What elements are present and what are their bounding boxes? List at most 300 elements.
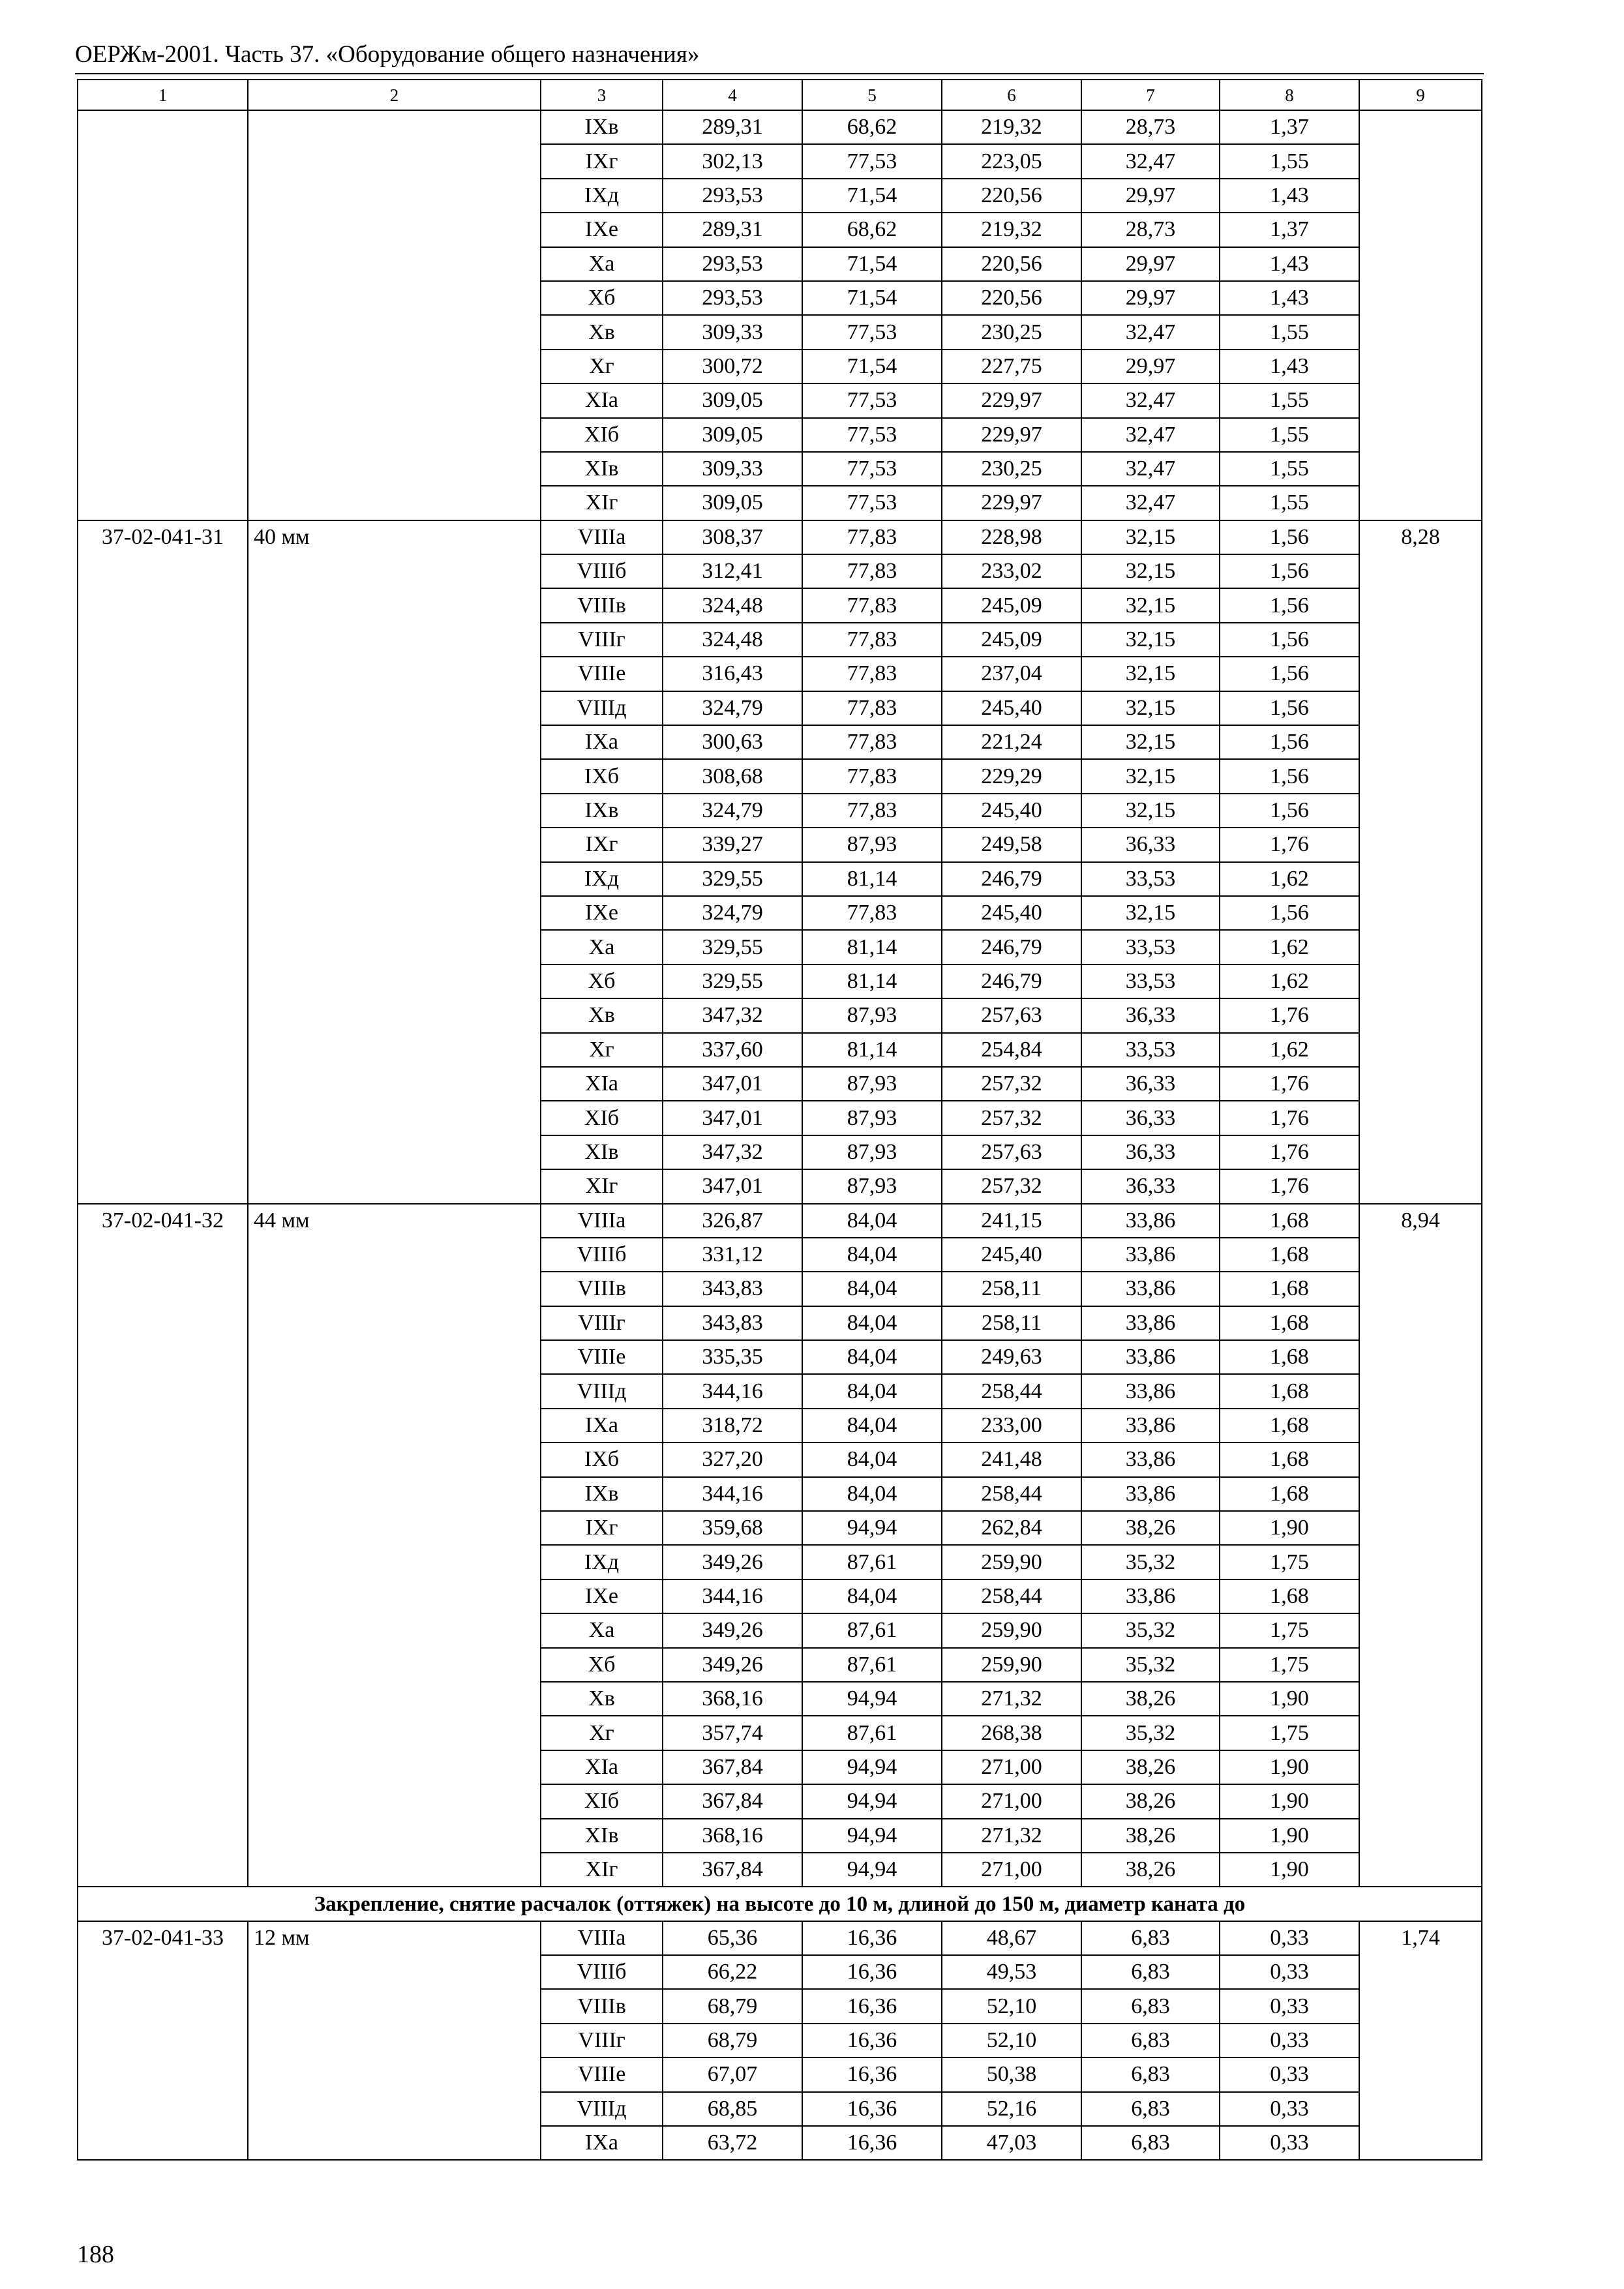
phase-code-cell: Xв xyxy=(541,1682,663,1716)
wages-cell: 77,53 xyxy=(802,486,942,520)
labor-hours-cell: 1,68 xyxy=(1220,1340,1359,1374)
wages-cell: 77,83 xyxy=(802,725,942,759)
machinist-wages-cell: 32,15 xyxy=(1081,588,1220,622)
labor-hours-cell: 1,90 xyxy=(1220,1682,1359,1716)
total-cost-cell: 347,32 xyxy=(663,998,802,1032)
phase-code-cell: XIг xyxy=(541,1853,663,1887)
wages-cell: 71,54 xyxy=(802,281,942,315)
machinist-wages-cell: 33,86 xyxy=(1081,1306,1220,1340)
total-cost-cell: 68,85 xyxy=(663,2092,802,2126)
machinist-wages-cell: 33,53 xyxy=(1081,930,1220,964)
machine-cost-cell: 271,00 xyxy=(942,1750,1081,1784)
machinist-wages-cell: 32,15 xyxy=(1081,896,1220,930)
rate-parameter: 12 мм xyxy=(248,1921,541,2161)
wages-cell: 94,94 xyxy=(802,1784,942,1818)
header-rule xyxy=(75,73,1484,74)
total-cost-cell: 329,55 xyxy=(663,965,802,998)
machinist-wages-cell: 35,32 xyxy=(1081,1716,1220,1750)
wages-cell: 77,53 xyxy=(802,383,942,417)
labor-hours-cell: 1,43 xyxy=(1220,179,1359,213)
table-row xyxy=(78,1204,1482,1238)
labor-hours-cell: 1,75 xyxy=(1220,1545,1359,1579)
rate-code: 37-02-041-31 xyxy=(78,520,248,1204)
total-cost-cell: 368,16 xyxy=(663,1819,802,1853)
phase-code-cell: IXа xyxy=(541,2126,663,2160)
machine-cost-cell: 219,32 xyxy=(942,213,1081,247)
wages-cell: 77,83 xyxy=(802,588,942,622)
total-cost-cell: 312,41 xyxy=(663,554,802,588)
machinist-wages-cell: 32,15 xyxy=(1081,691,1220,725)
machine-cost-cell: 245,09 xyxy=(942,623,1081,657)
wages-cell: 71,54 xyxy=(802,179,942,213)
machine-cost-cell: 258,44 xyxy=(942,1374,1081,1408)
phase-code-cell: VIIIд xyxy=(541,691,663,725)
phase-code-cell: XIв xyxy=(541,1819,663,1853)
phase-code-cell: VIIIд xyxy=(541,1374,663,1408)
total-cost-cell: 324,79 xyxy=(663,691,802,725)
rate-parameter xyxy=(248,110,541,520)
machinist-wages-cell: 36,33 xyxy=(1081,998,1220,1032)
labor-hours-cell: 1,55 xyxy=(1220,452,1359,486)
machinist-wages-cell: 33,86 xyxy=(1081,1340,1220,1374)
labor-hours-cell: 1,56 xyxy=(1220,691,1359,725)
labor-hours-cell: 1,68 xyxy=(1220,1374,1359,1408)
machinist-wages-cell: 38,26 xyxy=(1081,1853,1220,1887)
machinist-wages-cell: 36,33 xyxy=(1081,1169,1220,1203)
rate-parameter: 44 мм xyxy=(248,1204,541,1887)
wages-cell: 68,62 xyxy=(802,213,942,247)
wages-cell: 16,36 xyxy=(802,1921,942,1955)
labor-hours-cell: 0,33 xyxy=(1220,1989,1359,2023)
machinist-wages-cell: 35,32 xyxy=(1081,1613,1220,1647)
total-cost-cell: 68,79 xyxy=(663,1989,802,2023)
wages-cell: 94,94 xyxy=(802,1853,942,1887)
labor-hours-cell: 1,62 xyxy=(1220,1033,1359,1067)
labor-hours-cell: 1,75 xyxy=(1220,1716,1359,1750)
labor-hours-cell: 1,43 xyxy=(1220,281,1359,315)
machinist-wages-cell: 38,26 xyxy=(1081,1750,1220,1784)
wages-cell: 16,36 xyxy=(802,1955,942,1989)
machinist-wages-cell: 33,86 xyxy=(1081,1443,1220,1476)
machine-cost-cell: 258,44 xyxy=(942,1579,1081,1613)
wages-cell: 87,93 xyxy=(802,998,942,1032)
total-cost-cell: 65,36 xyxy=(663,1921,802,1955)
machinist-wages-cell: 28,73 xyxy=(1081,110,1220,144)
phase-code-cell: VIIIа xyxy=(541,1204,663,1238)
total-cost-cell: 347,01 xyxy=(663,1067,802,1101)
machinist-wages-cell: 29,97 xyxy=(1081,247,1220,281)
machine-cost-cell: 47,03 xyxy=(942,2126,1081,2160)
machine-cost-cell: 262,84 xyxy=(942,1511,1081,1545)
machine-cost-cell: 246,79 xyxy=(942,965,1081,998)
wages-cell: 87,93 xyxy=(802,1169,942,1203)
wages-cell: 84,04 xyxy=(802,1579,942,1613)
column-number: 5 xyxy=(802,80,942,110)
machine-cost-cell: 229,97 xyxy=(942,383,1081,417)
total-cost-cell: 309,05 xyxy=(663,486,802,520)
wages-cell: 16,36 xyxy=(802,2057,942,2091)
labor-hours-cell: 1,56 xyxy=(1220,725,1359,759)
machinist-wages-cell: 35,32 xyxy=(1081,1648,1220,1682)
machinist-wages-cell: 32,15 xyxy=(1081,725,1220,759)
machinist-wages-cell: 32,15 xyxy=(1081,554,1220,588)
machinist-wages-cell: 32,15 xyxy=(1081,759,1220,793)
labor-hours-cell: 1,76 xyxy=(1220,1169,1359,1203)
machine-cost-cell: 233,02 xyxy=(942,554,1081,588)
wages-cell: 87,93 xyxy=(802,1135,942,1169)
phase-code-cell: XIа xyxy=(541,383,663,417)
machine-cost-cell: 49,53 xyxy=(942,1955,1081,1989)
machine-cost-cell: 52,16 xyxy=(942,2092,1081,2126)
labor-hours-cell: 1,55 xyxy=(1220,383,1359,417)
wages-cell: 87,93 xyxy=(802,1067,942,1101)
machine-cost-cell: 257,32 xyxy=(942,1067,1081,1101)
machinist-wages-cell: 36,33 xyxy=(1081,1101,1220,1135)
total-cost-cell: 309,05 xyxy=(663,418,802,452)
machinist-wages-cell: 32,47 xyxy=(1081,144,1220,178)
machine-cost-cell: 258,11 xyxy=(942,1272,1081,1306)
labor-hours-cell: 1,55 xyxy=(1220,418,1359,452)
labor-hours-cell: 1,75 xyxy=(1220,1613,1359,1647)
total-cost-cell: 293,53 xyxy=(663,281,802,315)
phase-code-cell: IXв xyxy=(541,1477,663,1511)
column-number: 1 xyxy=(78,80,248,110)
machine-cost-cell: 52,10 xyxy=(942,1989,1081,2023)
section-row xyxy=(78,1887,1482,1921)
labor-hours-cell: 0,33 xyxy=(1220,2126,1359,2160)
phase-code-cell: XIб xyxy=(541,418,663,452)
wages-cell: 84,04 xyxy=(802,1204,942,1238)
phase-code-cell: XIб xyxy=(541,1784,663,1818)
machinist-wages-cell: 35,32 xyxy=(1081,1545,1220,1579)
phase-code-cell: VIIIв xyxy=(541,588,663,622)
wages-cell: 77,53 xyxy=(802,418,942,452)
machine-cost-cell: 221,24 xyxy=(942,725,1081,759)
labor-hours-cell: 1,68 xyxy=(1220,1204,1359,1238)
rate-parameter: 40 мм xyxy=(248,520,541,1204)
total-cost-cell: 339,27 xyxy=(663,828,802,861)
materials-cost: 8,94 xyxy=(1359,1204,1482,1887)
labor-hours-cell: 1,37 xyxy=(1220,213,1359,247)
wages-cell: 71,54 xyxy=(802,247,942,281)
total-cost-cell: 335,35 xyxy=(663,1340,802,1374)
total-cost-cell: 347,01 xyxy=(663,1101,802,1135)
wages-cell: 77,83 xyxy=(802,759,942,793)
machinist-wages-cell: 32,15 xyxy=(1081,794,1220,828)
phase-code-cell: IXа xyxy=(541,1409,663,1443)
phase-code-cell: Xа xyxy=(541,1613,663,1647)
column-number: 2 xyxy=(248,80,541,110)
labor-hours-cell: 1,68 xyxy=(1220,1238,1359,1272)
column-number: 6 xyxy=(942,80,1081,110)
labor-hours-cell: 1,90 xyxy=(1220,1853,1359,1887)
column-number: 4 xyxy=(663,80,802,110)
phase-code-cell: IXа xyxy=(541,725,663,759)
machinist-wages-cell: 6,83 xyxy=(1081,1955,1220,1989)
labor-hours-cell: 1,43 xyxy=(1220,247,1359,281)
phase-code-cell: IXв xyxy=(541,110,663,144)
machinist-wages-cell: 32,15 xyxy=(1081,623,1220,657)
total-cost-cell: 66,22 xyxy=(663,1955,802,1989)
wages-cell: 16,36 xyxy=(802,2126,942,2160)
column-number: 7 xyxy=(1081,80,1220,110)
total-cost-cell: 347,01 xyxy=(663,1169,802,1203)
machine-cost-cell: 229,97 xyxy=(942,486,1081,520)
machine-cost-cell: 271,32 xyxy=(942,1682,1081,1716)
total-cost-cell: 324,48 xyxy=(663,623,802,657)
table-row xyxy=(78,110,1482,144)
machinist-wages-cell: 38,26 xyxy=(1081,1784,1220,1818)
total-cost-cell: 309,33 xyxy=(663,452,802,486)
wages-cell: 77,53 xyxy=(802,452,942,486)
machine-cost-cell: 229,97 xyxy=(942,418,1081,452)
wages-cell: 84,04 xyxy=(802,1272,942,1306)
phase-code-cell: VIIIд xyxy=(541,2092,663,2126)
labor-hours-cell: 1,37 xyxy=(1220,110,1359,144)
total-cost-cell: 331,12 xyxy=(663,1238,802,1272)
labor-hours-cell: 1,56 xyxy=(1220,623,1359,657)
machine-cost-cell: 259,90 xyxy=(942,1613,1081,1647)
wages-cell: 94,94 xyxy=(802,1511,942,1545)
column-number-row xyxy=(78,80,1482,110)
machinist-wages-cell: 29,97 xyxy=(1081,350,1220,383)
wages-cell: 94,94 xyxy=(802,1819,942,1853)
machine-cost-cell: 245,40 xyxy=(942,794,1081,828)
total-cost-cell: 367,84 xyxy=(663,1853,802,1887)
total-cost-cell: 293,53 xyxy=(663,247,802,281)
total-cost-cell: 289,31 xyxy=(663,213,802,247)
phase-code-cell: VIIIа xyxy=(541,520,663,554)
total-cost-cell: 343,83 xyxy=(663,1306,802,1340)
machine-cost-cell: 245,40 xyxy=(942,1238,1081,1272)
phase-code-cell: XIг xyxy=(541,1169,663,1203)
machine-cost-cell: 257,63 xyxy=(942,998,1081,1032)
total-cost-cell: 367,84 xyxy=(663,1784,802,1818)
wages-cell: 94,94 xyxy=(802,1682,942,1716)
total-cost-cell: 359,68 xyxy=(663,1511,802,1545)
machinist-wages-cell: 32,47 xyxy=(1081,383,1220,417)
machine-cost-cell: 229,29 xyxy=(942,759,1081,793)
phase-code-cell: VIIIг xyxy=(541,1306,663,1340)
total-cost-cell: 324,48 xyxy=(663,588,802,622)
machine-cost-cell: 245,09 xyxy=(942,588,1081,622)
machinist-wages-cell: 33,86 xyxy=(1081,1409,1220,1443)
materials-cost xyxy=(1359,110,1482,520)
labor-hours-cell: 1,56 xyxy=(1220,657,1359,691)
wages-cell: 87,61 xyxy=(802,1716,942,1750)
labor-hours-cell: 1,68 xyxy=(1220,1272,1359,1306)
phase-code-cell: Xб xyxy=(541,1648,663,1682)
machinist-wages-cell: 6,83 xyxy=(1081,1921,1220,1955)
wages-cell: 87,61 xyxy=(802,1545,942,1579)
machine-cost-cell: 48,67 xyxy=(942,1921,1081,1955)
machinist-wages-cell: 32,47 xyxy=(1081,452,1220,486)
total-cost-cell: 349,26 xyxy=(663,1545,802,1579)
phase-code-cell: IXе xyxy=(541,213,663,247)
machinist-wages-cell: 6,83 xyxy=(1081,1989,1220,2023)
phase-code-cell: IXб xyxy=(541,1443,663,1476)
total-cost-cell: 357,74 xyxy=(663,1716,802,1750)
phase-code-cell: IXд xyxy=(541,1545,663,1579)
labor-hours-cell: 1,62 xyxy=(1220,965,1359,998)
machine-cost-cell: 257,32 xyxy=(942,1101,1081,1135)
machinist-wages-cell: 28,73 xyxy=(1081,213,1220,247)
phase-code-cell: VIIIг xyxy=(541,2024,663,2057)
machine-cost-cell: 257,63 xyxy=(942,1135,1081,1169)
wages-cell: 87,61 xyxy=(802,1648,942,1682)
machine-cost-cell: 219,32 xyxy=(942,110,1081,144)
phase-code-cell: Xг xyxy=(541,1716,663,1750)
total-cost-cell: 324,79 xyxy=(663,896,802,930)
phase-code-cell: VIIIе xyxy=(541,2057,663,2091)
phase-code-cell: IXд xyxy=(541,862,663,896)
materials-cost: 1,74 xyxy=(1359,1921,1482,2161)
column-number: 8 xyxy=(1220,80,1359,110)
machinist-wages-cell: 36,33 xyxy=(1081,1067,1220,1101)
machinist-wages-cell: 36,33 xyxy=(1081,1135,1220,1169)
machine-cost-cell: 249,63 xyxy=(942,1340,1081,1374)
total-cost-cell: 300,63 xyxy=(663,725,802,759)
total-cost-cell: 327,20 xyxy=(663,1443,802,1476)
total-cost-cell: 309,33 xyxy=(663,315,802,349)
labor-hours-cell: 1,62 xyxy=(1220,862,1359,896)
machinist-wages-cell: 33,86 xyxy=(1081,1272,1220,1306)
phase-code-cell: IXг xyxy=(541,144,663,178)
labor-hours-cell: 1,76 xyxy=(1220,1067,1359,1101)
labor-hours-cell: 1,76 xyxy=(1220,828,1359,861)
labor-hours-cell: 0,33 xyxy=(1220,2057,1359,2091)
total-cost-cell: 63,72 xyxy=(663,2126,802,2160)
phase-code-cell: XIб xyxy=(541,1101,663,1135)
phase-code-cell: Xа xyxy=(541,930,663,964)
wages-cell: 77,83 xyxy=(802,794,942,828)
phase-code-cell: XIа xyxy=(541,1067,663,1101)
machinist-wages-cell: 33,53 xyxy=(1081,862,1220,896)
machine-cost-cell: 245,40 xyxy=(942,691,1081,725)
column-number: 9 xyxy=(1359,80,1482,110)
labor-hours-cell: 1,56 xyxy=(1220,588,1359,622)
machinist-wages-cell: 32,47 xyxy=(1081,418,1220,452)
phase-code-cell: IXе xyxy=(541,896,663,930)
wages-cell: 77,83 xyxy=(802,520,942,554)
wages-cell: 77,53 xyxy=(802,315,942,349)
column-number: 3 xyxy=(541,80,663,110)
phase-code-cell: IXв xyxy=(541,794,663,828)
machine-cost-cell: 245,40 xyxy=(942,896,1081,930)
labor-hours-cell: 1,76 xyxy=(1220,1135,1359,1169)
machine-cost-cell: 52,10 xyxy=(942,2024,1081,2057)
machine-cost-cell: 249,58 xyxy=(942,828,1081,861)
wages-cell: 81,14 xyxy=(802,930,942,964)
machinist-wages-cell: 33,53 xyxy=(1081,965,1220,998)
machine-cost-cell: 258,44 xyxy=(942,1477,1081,1511)
total-cost-cell: 308,68 xyxy=(663,759,802,793)
wages-cell: 87,61 xyxy=(802,1613,942,1647)
machinist-wages-cell: 38,26 xyxy=(1081,1682,1220,1716)
total-cost-cell: 349,26 xyxy=(663,1613,802,1647)
wages-cell: 84,04 xyxy=(802,1238,942,1272)
wages-cell: 81,14 xyxy=(802,862,942,896)
machine-cost-cell: 258,11 xyxy=(942,1306,1081,1340)
machine-cost-cell: 271,32 xyxy=(942,1819,1081,1853)
phase-code-cell: Xб xyxy=(541,281,663,315)
machinist-wages-cell: 38,26 xyxy=(1081,1819,1220,1853)
phase-code-cell: IXг xyxy=(541,828,663,861)
wages-cell: 84,04 xyxy=(802,1477,942,1511)
machine-cost-cell: 254,84 xyxy=(942,1033,1081,1067)
wages-cell: 84,04 xyxy=(802,1374,942,1408)
wages-cell: 84,04 xyxy=(802,1340,942,1374)
total-cost-cell: 344,16 xyxy=(663,1579,802,1613)
machine-cost-cell: 241,48 xyxy=(942,1443,1081,1476)
materials-cost: 8,28 xyxy=(1359,520,1482,1204)
total-cost-cell: 344,16 xyxy=(663,1477,802,1511)
machine-cost-cell: 271,00 xyxy=(942,1853,1081,1887)
labor-hours-cell: 1,56 xyxy=(1220,520,1359,554)
machinist-wages-cell: 29,97 xyxy=(1081,179,1220,213)
total-cost-cell: 316,43 xyxy=(663,657,802,691)
machinist-wages-cell: 6,83 xyxy=(1081,2057,1220,2091)
labor-hours-cell: 1,90 xyxy=(1220,1750,1359,1784)
total-cost-cell: 343,83 xyxy=(663,1272,802,1306)
wages-cell: 84,04 xyxy=(802,1409,942,1443)
machinist-wages-cell: 33,86 xyxy=(1081,1204,1220,1238)
labor-hours-cell: 1,55 xyxy=(1220,315,1359,349)
table-row xyxy=(78,1921,1482,1955)
total-cost-cell: 329,55 xyxy=(663,862,802,896)
wages-cell: 77,53 xyxy=(802,144,942,178)
machine-cost-cell: 246,79 xyxy=(942,862,1081,896)
wages-cell: 71,54 xyxy=(802,350,942,383)
phase-code-cell: VIIIв xyxy=(541,1989,663,2023)
labor-hours-cell: 1,90 xyxy=(1220,1819,1359,1853)
phase-code-cell: XIг xyxy=(541,486,663,520)
machinist-wages-cell: 33,86 xyxy=(1081,1477,1220,1511)
machine-cost-cell: 227,75 xyxy=(942,350,1081,383)
machinist-wages-cell: 6,83 xyxy=(1081,2126,1220,2160)
phase-code-cell: VIIIб xyxy=(541,1238,663,1272)
total-cost-cell: 344,16 xyxy=(663,1374,802,1408)
machine-cost-cell: 246,79 xyxy=(942,930,1081,964)
total-cost-cell: 68,79 xyxy=(663,2024,802,2057)
total-cost-cell: 324,79 xyxy=(663,794,802,828)
phase-code-cell: IXе xyxy=(541,1579,663,1613)
table-row xyxy=(78,520,1482,554)
wages-cell: 77,83 xyxy=(802,554,942,588)
wages-cell: 84,04 xyxy=(802,1443,942,1476)
total-cost-cell: 367,84 xyxy=(663,1750,802,1784)
phase-code-cell: XIв xyxy=(541,452,663,486)
total-cost-cell: 318,72 xyxy=(663,1409,802,1443)
labor-hours-cell: 1,76 xyxy=(1220,998,1359,1032)
total-cost-cell: 67,07 xyxy=(663,2057,802,2091)
machinist-wages-cell: 33,86 xyxy=(1081,1579,1220,1613)
machine-cost-cell: 230,25 xyxy=(942,452,1081,486)
machine-cost-cell: 241,15 xyxy=(942,1204,1081,1238)
machine-cost-cell: 230,25 xyxy=(942,315,1081,349)
machinist-wages-cell: 32,15 xyxy=(1081,520,1220,554)
labor-hours-cell: 1,43 xyxy=(1220,350,1359,383)
machine-cost-cell: 220,56 xyxy=(942,281,1081,315)
machine-cost-cell: 257,32 xyxy=(942,1169,1081,1203)
machinist-wages-cell: 33,53 xyxy=(1081,1033,1220,1067)
machinist-wages-cell: 29,97 xyxy=(1081,281,1220,315)
phase-code-cell: Xб xyxy=(541,965,663,998)
labor-hours-cell: 1,68 xyxy=(1220,1443,1359,1476)
phase-code-cell: Xв xyxy=(541,998,663,1032)
machinist-wages-cell: 32,15 xyxy=(1081,657,1220,691)
wages-cell: 16,36 xyxy=(802,2024,942,2057)
